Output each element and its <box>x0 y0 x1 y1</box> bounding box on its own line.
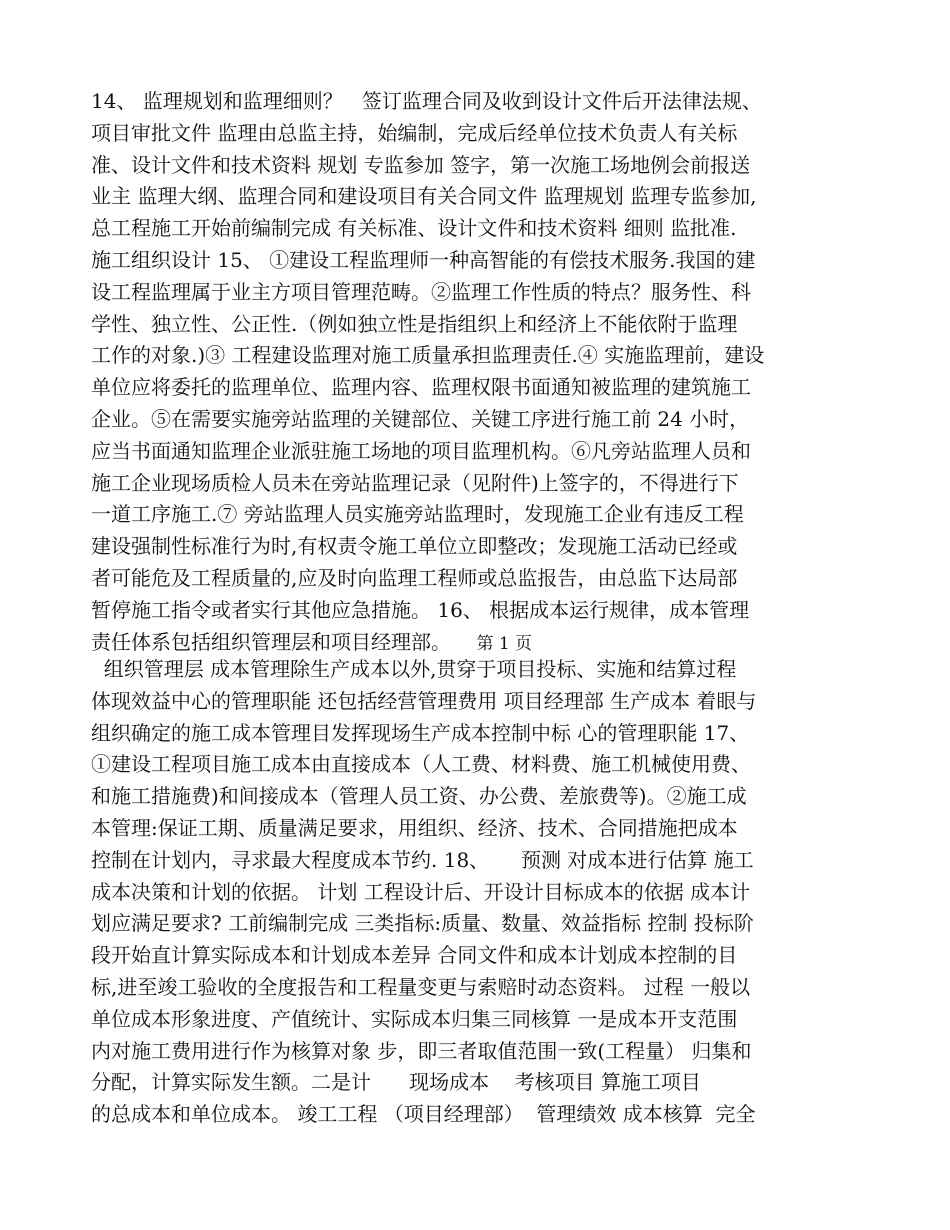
text-line: ①建设工程项目施工成本由直接成本（人工费、材料费、施工机械使用费、 <box>91 752 751 777</box>
text-line: 组织管理层 成本管理除生产成本以外,贯穿于项目投标、实施和结算过程 <box>91 657 737 681</box>
text-line: 内对施工费用进行作为核算对象 步，即三者取值范围一致(工程量） 归集和 <box>91 1038 752 1063</box>
text-line: 设工程监理属于业主方项目管理范畴。②监理工作性质的特点？服务性、科 <box>91 279 751 304</box>
text-line: 者可能危及工程质量的,应及时向监理工程师或总监报告，由总监下达局部 <box>91 565 738 590</box>
text-line: 应当书面通知监理企业派驻施工场地的项目监理机构。⑥凡旁站监理人员和 <box>91 438 751 463</box>
text-line: 暂停施工指令或者实行其他应急措施。 16、 根据成本运行规律，成本管理 <box>91 597 750 622</box>
text-line: 标,进至竣工验收的全度报告和工程量变更与索赔时动态资料。 过程 一般以 <box>91 974 751 999</box>
text-line: 分配，计算实际发生额。二是计 现场成本 考核项目 算施工项目 <box>91 1070 701 1095</box>
text-line: 和施工措施费)和间接成本（管理人员工资、办公费、差旅费等)。②施工成 <box>91 784 747 809</box>
text-line: 项目审批文件 监理由总监主持，始编制，完成后经单位技术负责人有关标 <box>91 120 738 145</box>
text-line: 14、 监理规划和监理细则？ 签订监理合同及收到设计文件后开法律法规、 <box>91 89 762 113</box>
text-line: 单位成本形象进度、产值统计、实际成本归集三同核算 一是成本开支范围 <box>91 1006 738 1031</box>
text-line: 成本决策和计划的依据。 计划 工程设计后、开设计目标成本的依据 成本计 <box>91 879 751 904</box>
text-line: 业主 监理大纲、监理合同和建设项目有关合同文件 监理规划 监理专监参加, <box>91 184 757 209</box>
text-line: 控制在计划内，寻求最大程度成本节约. 18、 预测 对成本进行估算 施工 <box>91 847 754 872</box>
text-line: 一道工序施工.⑦ 旁站监理人员实施旁站监理时，发现施工企业有违反工程 <box>91 502 744 527</box>
text-line: 施工组织设计 15、 ①建设工程监理师一种高智能的有偿技术服务.我国的建 <box>91 247 756 272</box>
text-line: 总工程施工开始前编制完成 有关标准、设计文件和技术资料 细则 监批准. <box>91 216 737 241</box>
text-line: 本管理:保证工期、质量满足要求，用组织、经济、技术、合同措施把成本 <box>91 815 738 840</box>
text-line: 学性、独立性、公正性.（例如独立性是指组织上和经济上不能依附于监理 <box>91 311 738 336</box>
text-line: 企业。⑤在需要实施旁站监理的关键部位、关键工序进行施工前 24 小时， <box>91 406 750 431</box>
text-line: 的总成本和单位成本。 竣工工程 （项目经理部） 管理绩效 成本核算 完全 <box>91 1102 756 1127</box>
text-line: 划应满足要求? 工前编制完成 三类指标:质量、数量、效益指标 控制 投标阶 <box>91 911 754 936</box>
text-line-content: 责任体系包括组织管理层和项目经理部。 <box>91 629 451 654</box>
text-section-1 <box>91 86 871 658</box>
text-line: 准、设计文件和技术资料 规划 专监参加 签字，第一次施工场地例会前报送 <box>91 152 751 177</box>
text-line: 体现效益中心的管理职能 还包括经营管理费用 项目经理部 生产成本 着眼与 <box>91 688 757 713</box>
page-number: 第 1 页 <box>476 633 533 654</box>
text-line: 工作的对象.)③ 工程建设监理对施工质量承担监理责任.④ 实施监理前，建设 <box>91 343 765 368</box>
text-line: 施工企业现场质检人员未在旁站监理记录（见附件)上签字的，不得进行下 <box>91 470 739 495</box>
text-line: 段开始直计算实际成本和计划成本差异 合同文件和成本计划成本控制的目 <box>91 943 738 968</box>
text-line: 组织确定的施工成本管理目发挥现场生产成本控制中标 心的管理职能 17、 <box>91 720 750 745</box>
text-section-2 <box>91 654 871 1131</box>
text-line: 建设强制性标准行为时,有权责令施工单位立即整改；发现施工活动已经或 <box>91 534 738 559</box>
text-line: 单位应将委托的监理单位、监理内容、监理权限书面通知被监理的建筑施工 <box>91 375 751 400</box>
